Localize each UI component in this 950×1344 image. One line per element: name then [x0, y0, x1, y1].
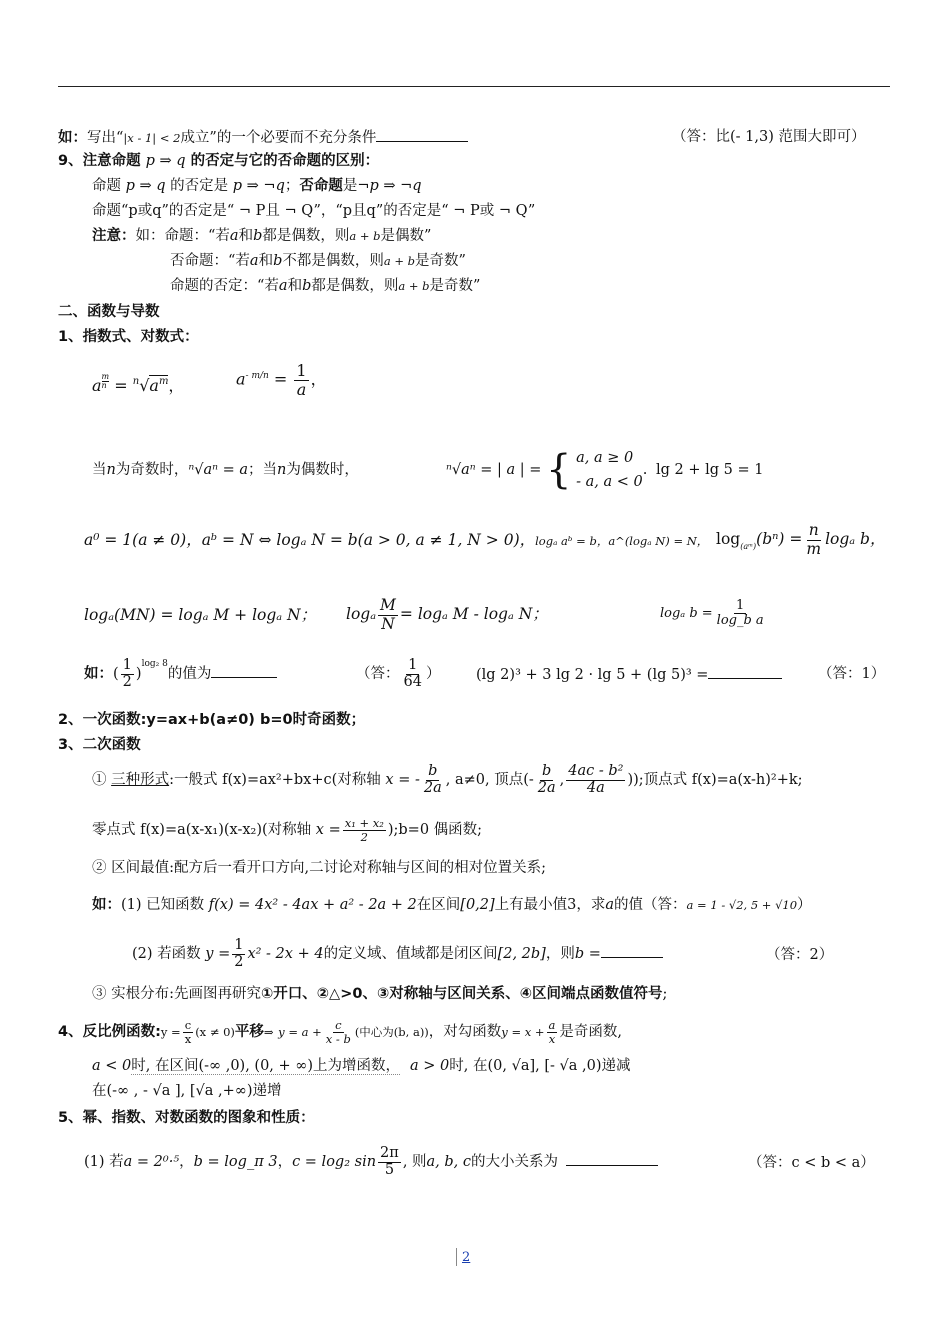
example-log-value: 如：( $\frac{1}{2}$ )$^{log_2 8}$的值为: [84, 654, 277, 696]
fraction-denominator: 2a: [537, 779, 556, 796]
text: , a≠0, 顶点(-: [445, 772, 534, 788]
root-parity-rule: [92, 460, 359, 480]
fraction-denominator: N: [381, 614, 395, 633]
text: 在区间: [416, 897, 461, 913]
math-expr: a = 2⁰·⁵: [123, 1154, 180, 1170]
linear-function-title: 2、一次函数:y=ax+b(a≠0) b=0时奇函数；: [58, 712, 366, 728]
fraction-denominator: 2a: [423, 779, 442, 796]
math-expr: ¬p ⇒ ¬q: [357, 178, 422, 194]
case-line: a, a ≥ 0: [576, 450, 634, 466]
root-distribution: [92, 984, 667, 1004]
math-expr: b =: [574, 946, 601, 962]
power-exp-log-title: 5、幂、指数、对数函数的图象和性质：: [58, 1110, 315, 1126]
text: 否命题：“若: [170, 253, 250, 269]
quadratic-example-1: [92, 895, 812, 915]
math-expr: logₐ b，: [825, 530, 886, 548]
text: , 则: [402, 1154, 427, 1170]
quadratic-function-title: 3、二次函数: [58, 737, 141, 753]
math-expr: c = log₂ sin: [292, 1154, 377, 1170]
math-expr: logₐ: [346, 605, 377, 623]
text: 的大小关系为: [471, 1154, 559, 1170]
math-var: b: [273, 253, 283, 269]
answer-blank: [601, 943, 663, 958]
math-expr: b = log_π 3: [193, 1154, 278, 1170]
title-text: 的否定与它的否命题的区别：: [185, 153, 380, 169]
math-expr: a + b: [349, 229, 381, 243]
math-var: a: [249, 253, 259, 269]
example-lg-answer: （答：1）: [818, 666, 886, 682]
section-9-line-4: [170, 251, 466, 271]
math-var: a: [92, 376, 102, 395]
math-expr: p ⇒ ¬q: [232, 178, 285, 194]
math-var: a: [278, 278, 288, 294]
text: ,: [559, 772, 565, 788]
lg-identity: lg 2 + lg 5 = 1: [656, 462, 764, 478]
radicand: a: [149, 376, 159, 395]
example-answer: （答：比(- 1,3) 范围大即可）: [672, 129, 866, 145]
fraction-numerator: c: [184, 1017, 192, 1032]
text: ，对勾函数: [428, 1024, 502, 1040]
math-expr: y =: [160, 1025, 181, 1039]
fraction-numerator: b: [542, 762, 552, 779]
fraction-numerator: 1: [408, 656, 418, 673]
math-expr: x =: [315, 822, 341, 838]
fraction-numerator: b: [428, 762, 438, 779]
answer-blank: [708, 664, 782, 679]
text: ③ 实根分布:先画图再研究: [92, 986, 261, 1002]
math-expr: a > 0: [410, 1058, 450, 1074]
log-quotient-rule: [346, 594, 548, 634]
answer-text: ）: [425, 666, 441, 682]
text: 都是偶数，则: [311, 278, 399, 294]
answer-blank: [211, 663, 277, 678]
fraction-denominator: 4a: [586, 779, 605, 796]
section-9-line-3: [92, 226, 431, 246]
math-expr: a, b, c: [426, 1154, 472, 1170]
chapter-title: 二、函数与导数: [58, 304, 160, 320]
fraction-numerator: 2π: [380, 1144, 399, 1161]
text: (2) 若函数: [132, 946, 206, 962]
fraction-denominator: 2: [360, 829, 368, 844]
log-text: log: [716, 530, 741, 548]
math-expr: y =: [205, 946, 231, 962]
footer-divider: [456, 1248, 457, 1266]
equals: =: [114, 376, 128, 395]
bold-term: 否命题: [299, 178, 343, 194]
math-expr: x² - 2x + 4: [247, 946, 324, 962]
text: 命题: [92, 178, 126, 194]
text: );b=0 偶函数;: [387, 822, 483, 838]
text: ；当: [248, 462, 277, 478]
text: 是奇数”: [415, 253, 466, 269]
exp-denominator: n: [102, 381, 110, 390]
comma: ，: [310, 369, 327, 389]
text: (1) 若: [84, 1154, 124, 1170]
text: 上有最小值3，求: [494, 897, 606, 913]
math-expr: p ⇒ q: [145, 153, 186, 169]
fraction-numerator: 4ac - b²: [568, 762, 624, 779]
inverse-proportion-title: [58, 1012, 622, 1052]
compare-abc-answer: （答：c < b < a）: [748, 1155, 875, 1171]
fraction-numerator: x₁ + x₂: [344, 815, 384, 830]
log-base: (aᵐ): [740, 542, 757, 551]
text: 的否定是: [165, 178, 233, 194]
math-expr: y = a +: [278, 1025, 322, 1039]
math-expr: a = 1 - √2, 5 + √10: [686, 898, 798, 912]
text: 是: [342, 178, 358, 194]
text: 的定义域、值域都是闭区间: [323, 946, 498, 962]
page-number[interactable]: 2: [462, 1250, 471, 1265]
text: ；: [284, 178, 300, 194]
math-var: b: [302, 278, 312, 294]
example-expr: |x - 1| < 2: [123, 131, 181, 145]
section-title: 4、反比例函数:: [58, 1024, 161, 1040]
text: ）: [797, 897, 812, 913]
radicand-exp: m: [158, 376, 169, 387]
answer-blank: [566, 1151, 658, 1166]
inverse-proportion-increasing: 在(-∞ , - √a ], [√a ,+∞)递增: [92, 1083, 282, 1099]
math-expr: a + b: [383, 254, 416, 268]
math-expr: (x ≠ 0): [195, 1025, 235, 1039]
fraction-numerator: 1: [122, 656, 132, 673]
text: ;: [662, 986, 668, 1002]
section-9-line-5: [170, 276, 480, 296]
fraction-numerator: a: [548, 1017, 556, 1032]
text: 命题的否定：“若: [170, 278, 279, 294]
example-lead: 如：: [84, 666, 113, 682]
text: 都是偶数，则: [262, 228, 350, 244]
math-expr: logₐ aᵇ = b，: [535, 534, 609, 548]
math-expr: p ⇒ q: [125, 178, 166, 194]
section-9-line-1: [92, 176, 422, 196]
text: 是奇函数,: [559, 1024, 622, 1040]
math-expr: x = -: [385, 772, 420, 788]
math-expr: ⁿ√aⁿ = a: [188, 462, 248, 478]
text: 是偶数”: [380, 228, 432, 244]
text: 和: [238, 228, 254, 244]
text: 不都是偶数，则: [282, 253, 384, 269]
fraction-denominator: x: [548, 1031, 556, 1046]
formula-rational-exponent: a $\frac{m}{n}$ = $^n√a^m$，: [92, 372, 185, 395]
fraction-numerator: 1: [736, 597, 745, 613]
log-power-rule: [716, 522, 885, 559]
subsection-title: 1、指数式、对数式：: [58, 329, 199, 345]
fraction-denominator: m: [806, 539, 822, 558]
root-index: n: [132, 376, 140, 387]
fraction-numerator: 1: [234, 936, 244, 953]
fraction-denominator: log_b a: [716, 613, 764, 628]
math-expr: a^(logₐ N) = N，: [608, 534, 709, 548]
math-expr: [2, 2b]: [497, 946, 546, 962]
text: 为偶数时，: [286, 462, 359, 478]
log-change-of-base: [660, 594, 768, 634]
implies-arrow: ⇒: [263, 1025, 274, 1039]
math-var: a: [605, 897, 615, 913]
section-9-title: [58, 151, 379, 171]
formula-negative-exponent: [236, 362, 327, 398]
math-var: n: [106, 462, 116, 478]
text: 为奇数时，: [115, 462, 189, 478]
fraction-numerator: M: [380, 596, 396, 615]
example-lg-sum: [476, 664, 782, 685]
math-expr: a + b: [398, 279, 430, 293]
fraction-denominator: 5: [384, 1161, 395, 1178]
math-expr: ⁿ√aⁿ = | a | =: [446, 462, 542, 478]
text: 当: [92, 462, 107, 478]
math-expr: a < 0: [92, 1058, 132, 1074]
fraction-denominator: x: [184, 1031, 192, 1046]
text: 是奇数”: [429, 278, 481, 294]
fraction-numerator: 1: [296, 361, 307, 380]
note-label: 注意：: [92, 228, 136, 244]
bold-steps: ①开口、②△>0、③对称轴与区间关系、④区间端点函数值符号: [261, 986, 663, 1002]
example-text: 成立”的一个必要而不充分条件: [180, 130, 377, 146]
text: 和: [258, 253, 274, 269]
text: 零点式 f(x)=a(x-x₁)(x-x₂)(对称轴: [92, 822, 316, 838]
exponent: log₂ 8: [141, 659, 168, 669]
text: ，则: [545, 946, 575, 962]
answer-blank: [376, 127, 468, 142]
text: (1) 已知函数: [121, 897, 209, 913]
exp-numerator: m: [101, 372, 110, 381]
text: ，: [179, 1154, 194, 1170]
underlined-term: 三种形式: [111, 772, 170, 788]
section-9-line-2: 命题“p或q”的否定是“ ¬ P且 ¬ Q”，“p且q”的否定是“ ¬ P或 ¬ Q”: [92, 203, 536, 219]
quadratic-interval-extreme: ② 区间最值:配方后一看开口方向,二讨论对称轴与区间的相对位置关系;: [92, 860, 546, 876]
fraction-denominator: 64: [403, 673, 422, 690]
compare-abc-example: [84, 1140, 658, 1184]
text: 如：命题：“若: [135, 228, 230, 244]
quadratic-three-forms: [92, 758, 803, 802]
math-var: a: [236, 369, 246, 389]
math-expr: logₐ b =: [660, 606, 713, 621]
math-expr: a⁰ = 1(a ≠ 0)，aᵇ = N ⇔ logₐ N = b(a > 0, a ≠ 1, N > 0)，: [84, 531, 536, 549]
math-expr: (bⁿ) =: [756, 530, 803, 548]
example-text: 写出“: [87, 130, 124, 146]
period: .: [642, 462, 648, 478]
text: :一般式 f(x)=ax²+bx+c(对称轴: [169, 772, 386, 788]
math-var: b: [253, 228, 263, 244]
math-expr: f(x) = 4x² - 4ax + a² - 2a + 2: [208, 897, 417, 913]
equals: =: [273, 369, 288, 389]
math-var: a: [229, 228, 239, 244]
log-product-rule: logₐ(MN) = logₐ M + logₐ N；: [84, 606, 317, 624]
fraction-denominator: 2: [122, 673, 132, 690]
inverse-proportion-monotonic: [92, 1056, 631, 1076]
text: ，: [277, 1154, 293, 1170]
fraction-numerator: n: [808, 521, 819, 540]
example-log-answer: [356, 654, 440, 694]
text: ));顶点式 f(x)=a(x-h)²+k;: [627, 772, 803, 788]
even-root-cases: ⁿ√aⁿ = | a | = { a, a ≥ 0 - a, a < 0 .: [446, 447, 648, 493]
exponent: - m/n: [245, 370, 269, 381]
fraction-denominator: 2: [234, 953, 244, 970]
comma: ，: [168, 376, 185, 395]
text: 时, 在区间(-∞ ,0), (0, + ∞)上为增函数，: [131, 1058, 401, 1074]
quadratic-example-2: [132, 932, 663, 976]
case-line: - a, a < 0: [576, 474, 643, 490]
fraction-denominator: a: [296, 379, 307, 399]
quadratic-example-2-answer: （答：2）: [766, 947, 834, 963]
text: 的值（答：: [614, 897, 687, 913]
text: 时, 在(0, √a], [- √a ,0)递减: [449, 1058, 631, 1074]
log-definition-row: [84, 530, 708, 551]
example-lead: 如：: [58, 130, 87, 146]
text: 和: [287, 278, 303, 294]
math-var: n: [277, 462, 287, 478]
text: 的值为: [167, 666, 212, 682]
bold-term: 平移: [234, 1024, 264, 1040]
math-expr: (lg 2)³ + 3 lg 2 · lg 5 + (lg 5)³ =: [476, 667, 709, 683]
fraction-numerator: c: [335, 1017, 342, 1032]
math-expr: = logₐ M - logₐ N；: [399, 605, 548, 623]
example-lead: 如：: [92, 897, 121, 913]
fraction-denominator: x - b: [325, 1031, 351, 1046]
header-rule: [58, 86, 890, 87]
example-necessary-condition: [58, 127, 468, 148]
answer-text: （答：: [356, 666, 400, 682]
circled-number: ①: [92, 772, 112, 788]
title-text: 9、注意命题: [58, 153, 146, 169]
math-expr: [0,2]: [460, 897, 495, 913]
quadratic-zero-form: [92, 808, 482, 852]
text: (中心为(b, a)): [354, 1025, 429, 1039]
math-expr: y = x +: [501, 1025, 545, 1039]
